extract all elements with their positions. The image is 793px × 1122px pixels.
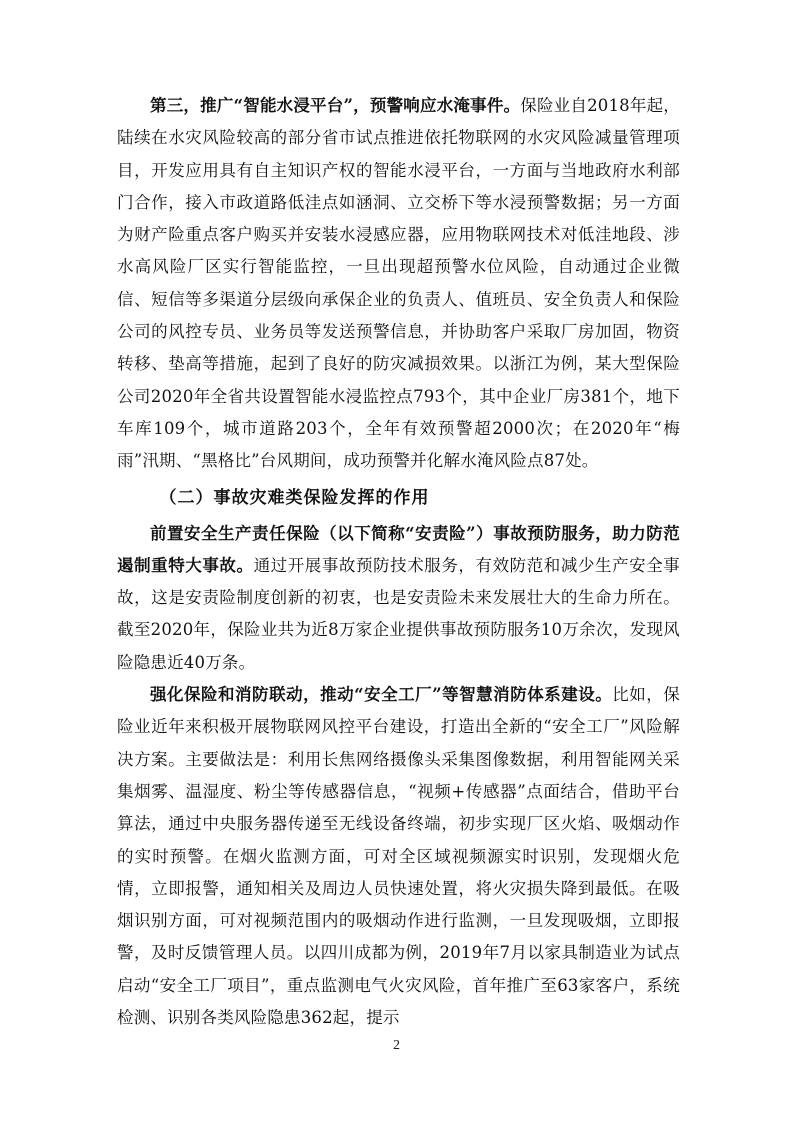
- paragraph-text: 保险业自2018年起，陆续在水灾风险较高的部分省市试点推进依托物联网的水灾风险减量管理项目，开发应用具有自主知识产权的智能水浸平台，一方面与当地政府水利部门合作，接入市政道路低洼点如涵洞、立交桥下等水浸预警数据；另一方面为财产险重点客户购买并安装水浸感应器，应用物联网技术对低洼地段、涉水高风险厂区实行智能监控，一旦出现超预警水位风险，自动通过企业微信、短信等多渠道分层级向承保企业的负责人、值班员、安全负责人和保险公司的风控专员、业务员等发送预警信息，并协助客户采取厂房加固，物资转移、垫高等措施，起到了良好的防灾减损效果。以浙江为例，某大型保险公司2020年全省共设置智能水浸监控点793个，其中企业厂房381个，地下车库109个，城市道路203个，全年有效预警超2000次；在2020年“梅雨”汛期、“黑格比”台风期间，成功预警并化解水淹风险点87处。: [117, 96, 680, 471]
- paragraph-text: 通过开展事故预防技术服务，有效防范和减少生产安全事故，这是安责险制度创新的初衷，也是安责险未来发展壮大的生命力所在。截至2020年，保险业共为近8万家企业提供事故预防服务10万余次，发现风险隐患近40万条。: [117, 555, 680, 672]
- paragraph-safe-factory: [117, 679, 680, 1034]
- paragraph-smart-water-platform: [117, 90, 680, 478]
- paragraph-lead: 前置安全生产责任保险（以下简称“安责险”）事故预防服务，助力防范遏制重特大事故。: [117, 523, 680, 575]
- section-heading: （二）事故灾难类保险发挥的作用: [159, 487, 430, 508]
- paragraph-lead: 强化保险和消防联动，推动“安全工厂”等智慧消防体系建设。: [150, 685, 613, 705]
- paragraph-text: 比如，保险业近年来积极开展物联网风控平台建设，打造出全新的“安全工厂”风险解决方案。主要做法是：利用长焦网络摄像头采集图像数据，利用智能网关采集烟雾、温湿度、粉尘等传感器信息，“视频+传感器”点面结合，借助平台算法，通过中央服务器传递至无线设备终端，初步实现厂区火焰、吸烟动作的实时预警。在烟火监测方面，可对全区域视频源实时识别，发现烟火危情，立即报警，通知相关及周边人员快速处置，将火灾损失降到最低。在吸烟识别方面，可对视频范围内的吸烟动作进行监测，一旦发现吸烟，立即报警，及时反馈管理人员。以四川成都为例，2019年7月以家具制造业为试点启动“安全工厂项目”，重点监测电气火灾风险，首年推广至63家客户，系统检测、识别各类风险隐患362起，提示: [117, 685, 680, 1028]
- page-number: 2: [393, 1038, 400, 1053]
- paragraph-lead: 第三，推广“智能水浸平台”，预警响应水淹事件。: [150, 96, 521, 115]
- document-body: [117, 90, 680, 1034]
- paragraph-safety-liability-insurance: [117, 518, 680, 679]
